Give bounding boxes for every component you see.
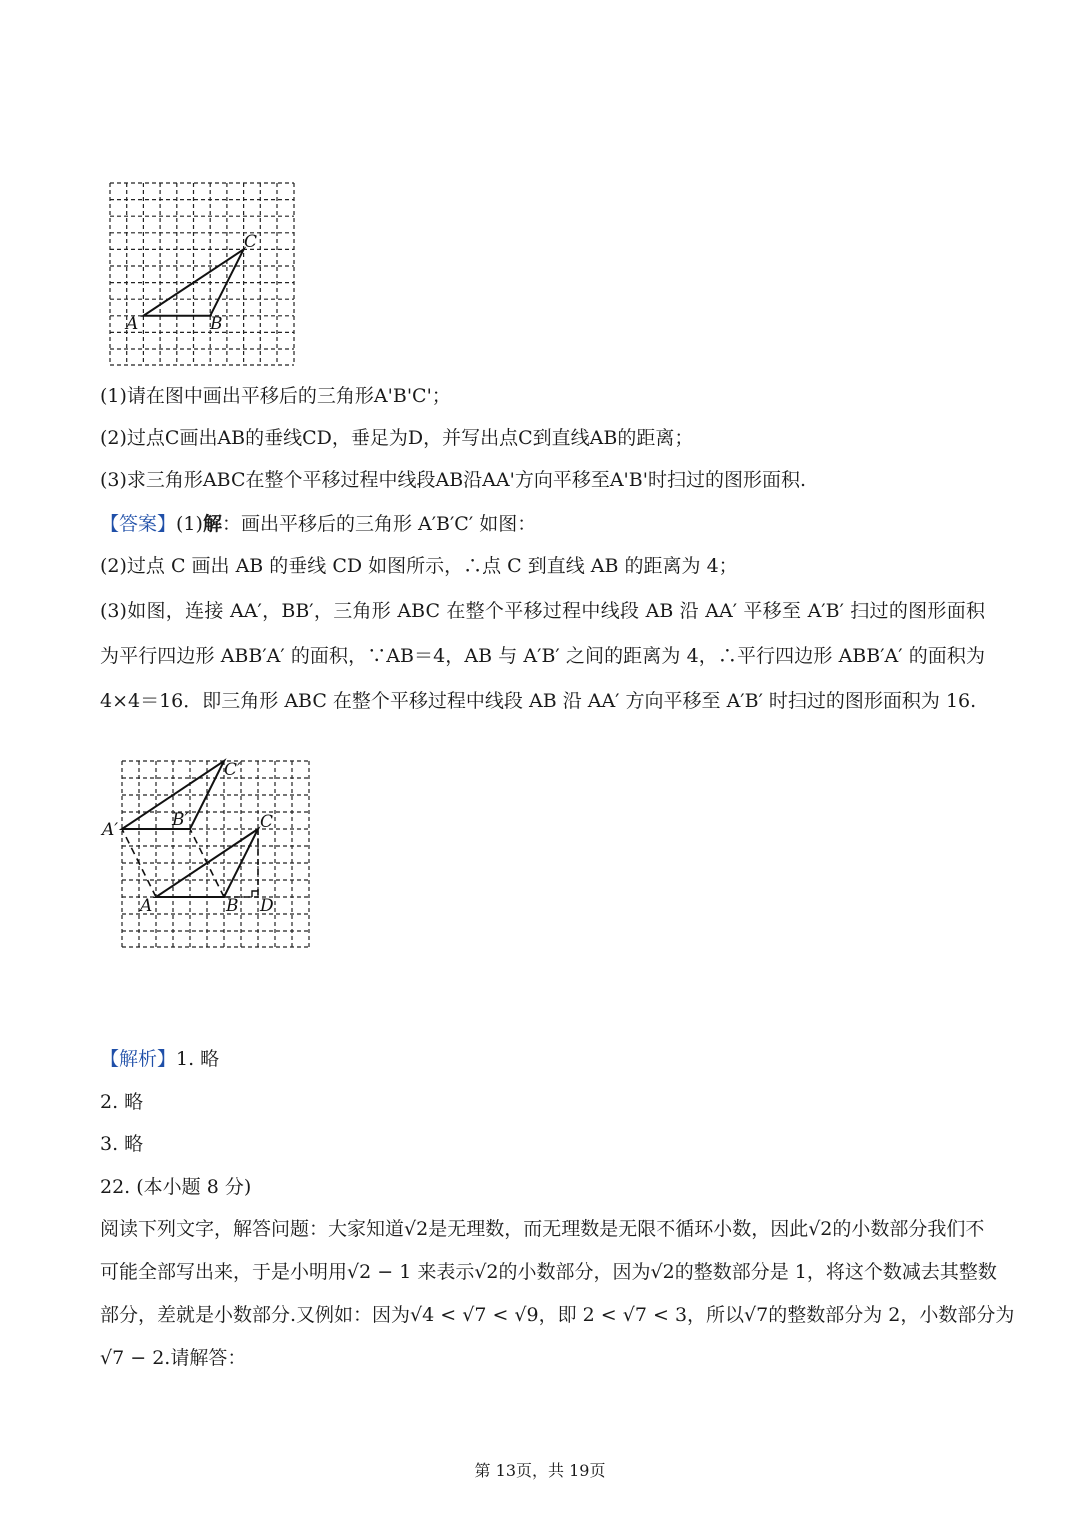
right-angle-mark	[252, 891, 258, 897]
q22-line-4: √7 − 2.请解答：	[100, 1347, 247, 1369]
page-footer: 第 13页，共 19页	[474, 1461, 606, 1480]
label-b1: B′	[172, 810, 189, 830]
label-d: D	[260, 896, 274, 916]
answer-prefix: (1)	[176, 513, 203, 535]
figure-translated-triangle	[100, 755, 320, 955]
label-c: C	[260, 812, 274, 832]
question-part-3: (3)求三角形ABC在整个平移过程中线段AB沿AA'方向平移至A'B'时扫过的图形面积.	[100, 469, 807, 491]
answer-tag: 【答案】	[100, 513, 177, 535]
label-c1: C′	[224, 760, 241, 780]
analysis-heading	[100, 1045, 990, 1073]
analysis-item-1: 1. 略	[176, 1048, 220, 1070]
label-b: B	[210, 314, 223, 334]
analysis-item-2: 2. 略	[100, 1091, 144, 1113]
grid	[110, 183, 294, 365]
q22-line-3: 部分，差就是小数部分.又例如：因为√4 < √7 < √9，即 2 < √7 < 3，所以√7的整数部分为 2，小数部分为	[100, 1304, 1015, 1326]
label-a: A	[140, 896, 153, 916]
q22-line-1: 阅读下列文字，解答问题：大家知道√2是无理数，而无理数是无限不循环小数，因此√2的小数部分我们不	[100, 1218, 985, 1240]
answer-part-1-text: ：画出平移后的三角形 A′B′C′ 如图：	[221, 513, 537, 535]
q22-line-2: 可能全部写出来，于是小明用√2 − 1 来表示√2的小数部分，因为√2的整数部分是 1，将这个数减去其整数	[100, 1261, 997, 1283]
q22-title: 22. (本小题 8 分)	[100, 1176, 252, 1198]
analysis-tag: 【解析】	[100, 1048, 177, 1070]
label-b: B	[226, 896, 239, 916]
answer-solve: 解	[202, 513, 222, 535]
grid	[122, 761, 309, 947]
answer-part-1	[100, 510, 990, 538]
figure-triangle-abc	[100, 175, 305, 375]
answer-part-3: (3)如图，连接 AA′，BB′，三角形 ABC 在整个平移过程中线段 AB 沿 AA′ 平移至 A′B′ 扫过的图形面积为平行四边形 ABB′A′ 的面积，∵AB＝4，AB 与 A′B′ 之间的距离为 4，∴平行四边形 ABB′A′ 的面积为 4×4＝16．即三角形 ABC 在整个平移过程中线段 AB 沿 AA′ 方向平移至 A′B′ 时扫过的图形面积为 16.	[100, 600, 985, 712]
label-a1: A′	[102, 820, 119, 840]
analysis-item-3: 3. 略	[100, 1133, 144, 1155]
question-part-2: (2)过点C画出AB的垂线CD，垂足为D，并写出点C到直线AB的距离；	[100, 427, 694, 449]
label-c: C	[244, 232, 258, 252]
label-a: A	[126, 314, 139, 334]
question-part-1: (1)请在图中画出平移后的三角形A'B'C'；	[100, 385, 451, 407]
answer-part-2: (2)过点 C 画出 AB 的垂线 CD 如图所示，∴点 C 到直线 AB 的距离为 4；	[100, 555, 738, 577]
